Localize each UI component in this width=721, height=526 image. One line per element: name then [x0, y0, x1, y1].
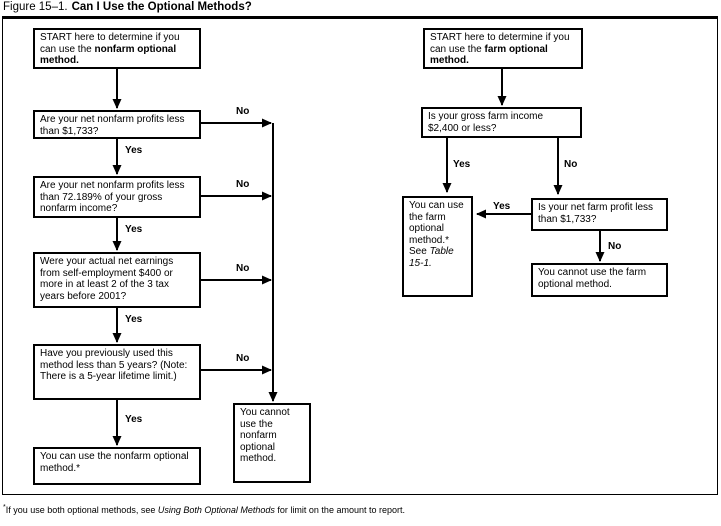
label-yes-nonfarm-4: Yes	[125, 414, 143, 425]
prior-use-question-text: Have you previously used this method less than 5 years? (Note: There is a 5-year lifetime limit.)	[40, 348, 188, 382]
start-nonfarm-bold-text: nonfarm optional method.	[40, 43, 177, 66]
net-farm-profit-question-text: Is your net farm profit less than $1,733?	[538, 202, 654, 225]
nonfarm-percent-question-box	[33, 176, 201, 218]
label-yes-nonfarm-3: Yes	[125, 314, 143, 325]
gross-farm-income-question-text: Is your gross farm income $2,400 or less?	[428, 111, 544, 134]
net-earnings-question-text: Were your actual net earnings from self-employment $400 or more in at least 2 of the 3 tax years before 2001?	[40, 256, 174, 302]
label-no-farm-profit: No	[608, 241, 622, 252]
footnote-marker: *	[3, 504, 6, 511]
label-yes-farm-profit: Yes	[493, 201, 511, 212]
label-no-nonfarm-3: No	[236, 263, 250, 274]
label-yes-nonfarm-2: Yes	[125, 224, 143, 235]
footnote-reference: Using Both Optional Methods	[157, 505, 275, 515]
figure-number: Figure 15–1.	[3, 1, 68, 13]
label-no-nonfarm-1: No	[236, 106, 250, 117]
can-use-farm-box	[402, 196, 473, 297]
nonfarm-profit-question-text: Are your net nonfarm profits less than $1,733?	[40, 114, 185, 137]
gross-farm-income-question-box	[421, 107, 582, 138]
start-farm-bold-text: farm optional method.	[430, 43, 548, 66]
start-nonfarm-box	[33, 28, 201, 69]
label-no-nonfarm-2: No	[236, 179, 250, 190]
nonfarm-percent-question-text: Are your net nonfarm profits less than 72.189% of your gross nonfarm income?	[40, 180, 185, 214]
can-use-farm-table-ref: Table 15-1.	[409, 246, 454, 269]
can-use-farm-text: You can use the farm optional method.* See	[409, 200, 464, 257]
nonfarm-profit-question-box	[33, 110, 201, 139]
start-nonfarm-text: START here to determine if you can use the	[40, 32, 180, 55]
prior-use-question-box	[33, 344, 201, 400]
net-earnings-question-box	[33, 252, 201, 308]
label-no-farm-income: No	[564, 159, 578, 170]
can-use-nonfarm-box	[33, 447, 201, 485]
footnote	[3, 504, 405, 515]
cannot-use-nonfarm-box	[233, 403, 311, 483]
footnote-text-post: for limit on the amount to report.	[274, 505, 405, 515]
net-farm-profit-question-box	[531, 198, 668, 231]
figure-title	[3, 1, 252, 13]
label-no-nonfarm-4: No	[236, 353, 250, 364]
can-use-nonfarm-text: You can use the nonfarm optional method.*	[40, 451, 189, 474]
cannot-use-nonfarm-text: You cannot use the nonfarm optional method.	[240, 407, 290, 464]
cannot-use-farm-text: You cannot use the farm optional method.	[538, 267, 647, 290]
label-yes-farm-income: Yes	[453, 159, 471, 170]
cannot-use-farm-box	[531, 263, 668, 297]
start-farm-box	[423, 28, 583, 69]
footnote-text-pre: If you use both optional methods, see	[5, 505, 158, 515]
figure-title-text: Can I Use the Optional Methods?	[71, 1, 252, 13]
label-yes-nonfarm-1: Yes	[125, 145, 143, 156]
start-farm-text: START here to determine if you can use the	[430, 32, 570, 55]
